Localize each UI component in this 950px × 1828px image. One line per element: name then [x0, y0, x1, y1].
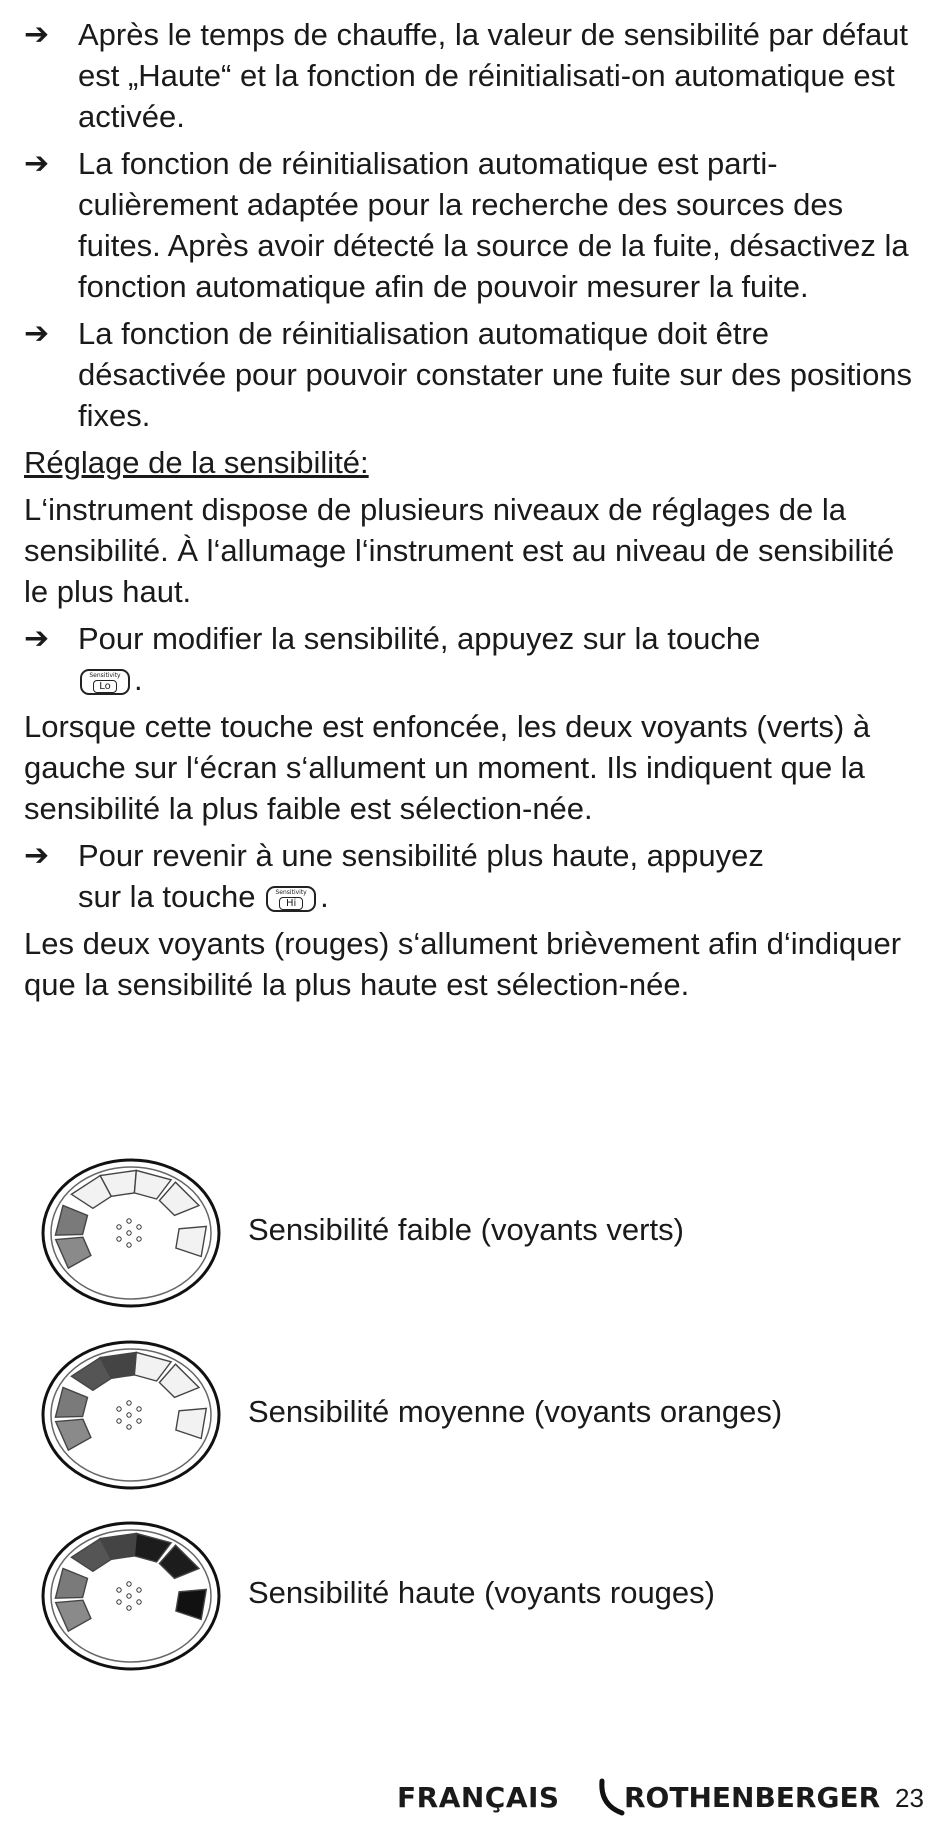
indicator-low	[24, 1153, 904, 1313]
bullet-warmup-text: Après le temps de chauffe, la valeur de sensibilité par défaut est „Haute“ et la fonction de réinitialisati-on automatique est activée.	[78, 17, 909, 134]
section-heading: Réglage de la sensibilité:	[24, 445, 369, 480]
led-ring-medium-icon	[36, 1335, 226, 1495]
key-hi-main-label: Hi	[279, 897, 303, 910]
arrow-icon: ➔	[24, 622, 50, 655]
paragraph-red-leds: Les deux voyants (rouges) s‘allument brièvement afin d‘indiquer que la sensibilité la plus haute est sélection-née.	[24, 926, 902, 1002]
bullet-lower-sensitivity-text: Pour modifier la sensibilité, appuyez sur la touche	[78, 621, 761, 656]
bullet-auto-reset	[24, 143, 924, 307]
paragraph-sensitivity-levels: L‘instrument dispose de plusieurs niveaux de réglages de la sensibilité. À l‘allumage l‘instrument est au niveau de sensibilité le plus haut.	[24, 492, 895, 609]
sensitivity-lo-key-icon	[80, 669, 130, 695]
arrow-icon: ➔	[24, 839, 50, 872]
bullet-disable-auto-text: La fonction de réinitialisation automatique doit être désactivée pour pouvoir constater une fuite sur des positions fixes.	[78, 316, 913, 433]
sensitivity-hi-key-icon	[266, 886, 316, 912]
bullet-auto-reset-text: La fonction de réinitialisation automatique est parti-culièrement adaptée pour la recherche des sources des fuites. Après avoir détecté la source de la fuite, désactivez la fonction automatique afin de pouvoir mesurer la fuite.	[78, 146, 909, 304]
bullet-lower-end: .	[134, 662, 143, 697]
page-content	[24, 14, 924, 1011]
bullet-lower-sensitivity	[24, 618, 924, 700]
key-hi-small-label: Sensitivity	[275, 888, 307, 896]
footer-language: FRANÇAIS	[397, 1781, 560, 1814]
indicator-low-label: Sensibilité faible (voyants verts)	[248, 1212, 684, 1247]
footer-brand: ROTHENBERGER	[624, 1781, 881, 1814]
key-lo-small-label: Sensitivity	[89, 671, 121, 679]
arrow-icon: ➔	[24, 147, 50, 180]
bullet-warmup	[24, 14, 924, 137]
paragraph-green-leds: Lorsque cette touche est enfoncée, les deux voyants (verts) à gauche sur l‘écran s‘allument un moment. Ils indiquent que la sensibilité la plus faible est sélection-née.	[24, 709, 871, 826]
arrow-icon: ➔	[24, 18, 50, 51]
key-lo-main-label: Lo	[93, 680, 117, 693]
bullet-higher-sensitivity-text-a: Pour revenir à une sensibilité plus haute, appuyez	[78, 838, 764, 873]
bullet-higher-end: .	[320, 879, 329, 914]
bullet-disable-auto	[24, 313, 924, 436]
brand-swoosh-icon	[596, 1775, 626, 1819]
indicator-medium-label: Sensibilité moyenne (voyants oranges)	[248, 1394, 783, 1429]
indicator-high	[24, 1516, 904, 1676]
bullet-higher-sensitivity-text-b: sur la touche	[78, 879, 256, 914]
page-number: 23	[895, 1783, 924, 1813]
indicator-high-label: Sensibilité haute (voyants rouges)	[248, 1575, 715, 1610]
bullet-higher-sensitivity	[24, 835, 924, 917]
led-ring-high-icon	[36, 1516, 226, 1676]
led-ring-low-icon	[36, 1153, 226, 1313]
arrow-icon: ➔	[24, 317, 50, 350]
indicator-medium	[24, 1335, 904, 1495]
